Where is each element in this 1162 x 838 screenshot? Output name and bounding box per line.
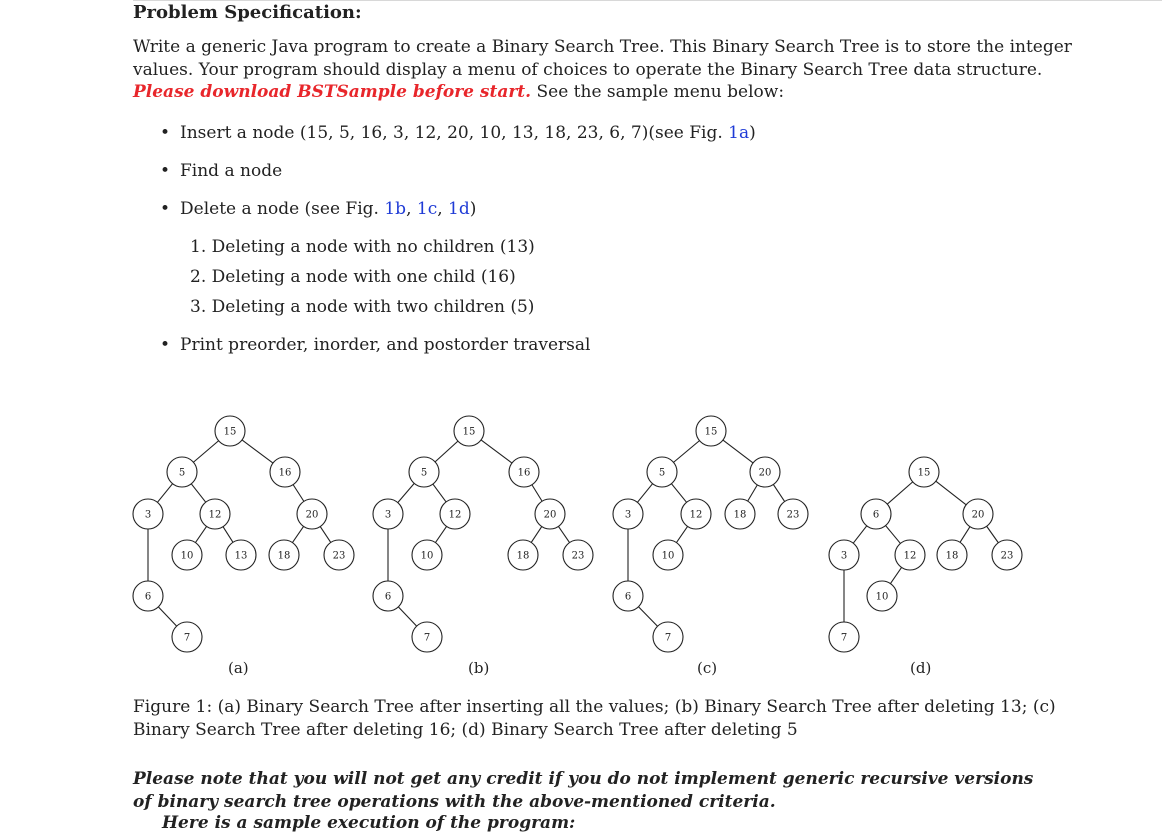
tree-c-node-label-15: 15 (704, 426, 718, 438)
tree-a-node-label-20: 20 (305, 509, 319, 521)
tree-d-node-label-18: 18 (945, 550, 959, 562)
tree-d-node-label-15: 15 (917, 467, 931, 479)
tree-b-edge-15-5 (435, 441, 458, 462)
tree-b (373, 416, 593, 652)
tree-c-node-label-3: 3 (624, 509, 632, 521)
tree-c-edge-5-3 (637, 484, 652, 503)
bullet-insert-end: ) (749, 123, 756, 143)
tree-c-node-label-5: 5 (658, 467, 666, 479)
tree-d-edge-20-18 (960, 527, 970, 543)
tree-b-label: (b) (468, 659, 490, 677)
bullet-dot-icon: • (160, 123, 171, 143)
caption-line-2: Binary Search Tree after deleting 16; (d) Binary Search Tree after deleting 5 (133, 719, 798, 740)
tree-b-edge-16-20 (532, 485, 542, 501)
tree-a-edge-16-20 (293, 485, 304, 502)
tree-a-edge-5-3 (157, 484, 172, 503)
tree-b-node-label-5: 5 (420, 467, 428, 479)
tree-a-edge-5-12 (191, 484, 205, 502)
tree-c-edge-15-5 (674, 441, 700, 463)
bullet-find-text: Find a node (180, 161, 283, 181)
tree-b-node-label-18: 18 (516, 550, 530, 562)
note-line-3: Here is a sample execution of the program: (162, 813, 576, 833)
download-link[interactable]: Please download BSTSample before start. (133, 82, 532, 102)
tree-b-edge-20-18 (531, 527, 542, 543)
tree-c-edge-12-10 (676, 526, 687, 542)
tree-b-node-label-12: 12 (448, 509, 462, 521)
fig-ref-1d[interactable]: 1d (448, 199, 470, 219)
tree-c-node-label-6: 6 (624, 591, 632, 603)
tree-a-node-label-15: 15 (223, 426, 237, 438)
tree-d-edge-12-10 (890, 567, 901, 583)
tree-c-edge-20-23 (773, 484, 784, 501)
tree-b-node-label-16: 16 (517, 467, 531, 479)
tree-a-node-label-10: 10 (180, 550, 194, 562)
tree-b-node-label-23: 23 (571, 550, 585, 562)
tree-c-node-label-23: 23 (786, 509, 800, 521)
tree-c-edge-20-18 (748, 485, 758, 501)
note-line-2: of binary search tree operations with the above-mentioned criteria. (133, 791, 776, 812)
bullet-delete-end: ) (469, 199, 477, 219)
tree-b-node-label-6: 6 (384, 591, 392, 603)
tree-b-node-label-3: 3 (384, 509, 392, 521)
tree-b-node-label-15: 15 (462, 426, 476, 438)
tree-c-node-label-12: 12 (689, 509, 703, 521)
tree-a-node-label-23: 23 (332, 550, 346, 562)
tree-a-node-label-6: 6 (144, 591, 152, 603)
tree-a-edge-20-23 (320, 527, 331, 543)
tree-b-edge-5-12 (433, 484, 446, 502)
tree-d-node-label-6: 6 (872, 509, 880, 521)
intro-line-2: values. Your program should display a menu of choices to operate the Binary Search Tree data structure. (133, 59, 1043, 80)
tree-d-node-label-23: 23 (1000, 550, 1014, 562)
bullet-delete-text: Delete a node (see Fig. (180, 199, 385, 219)
tree-d-node-label-3: 3 (840, 550, 848, 562)
tree-c-edge-15-20 (723, 440, 753, 463)
tree-a-edge-15-16 (242, 440, 273, 463)
tree-d-node-label-20: 20 (971, 509, 985, 521)
tree-d-edge-15-20 (936, 481, 966, 505)
tree-a-edge-15-5 (193, 441, 218, 463)
tree-a-edge-20-18 (292, 526, 303, 542)
bullet-delete: • Delete a node (see Fig. 1b, 1c, 1d) (160, 199, 477, 219)
delete-step-2: 2. Deleting a node with one child (16) (190, 267, 516, 287)
fig-ref-1c[interactable]: 1c (416, 199, 438, 219)
bullet-dot-icon: • (160, 199, 171, 219)
bullet-insert-text: Insert a node (15, 5, 16, 3, 12, 20, 10, 13, 18, 23, 6, 7)(see Fig. (180, 123, 729, 143)
tree-c-label: (c) (697, 659, 718, 677)
tree-a-node-label-7: 7 (183, 632, 191, 644)
tree-d (829, 457, 1022, 652)
caption-line-1: Figure 1: (a) Binary Search Tree after inserting all the values; (b) Binary Search Tree after deleting 13; (c) (133, 697, 1056, 717)
tree-a-node-label-5: 5 (178, 467, 186, 479)
tree-a-edge-12-10 (195, 526, 206, 542)
tree-b-edge-20-23 (558, 526, 569, 542)
fig-ref-1a[interactable]: 1a (728, 123, 750, 143)
tree-d-node-label-10: 10 (875, 591, 889, 603)
credit-note (133, 768, 1033, 813)
bullet-dot-icon: • (160, 335, 171, 355)
tree-a (133, 416, 354, 652)
tree-c (613, 416, 808, 652)
tree-a-node-label-12: 12 (208, 509, 222, 521)
tree-a-edge-6-7 (158, 607, 176, 626)
delete-step-3: 3. Deleting a node with two children (5) (190, 297, 535, 317)
tree-b-edge-6-7 (398, 607, 416, 626)
tree-b-edge-12-10 (435, 526, 446, 542)
tree-d-edge-6-3 (853, 526, 867, 543)
tree-a-label: (a) (228, 659, 249, 677)
section-heading: Problem Specification: (133, 2, 362, 23)
note-line-1: Please note that you will not get any credit if you do not implement generic recursive versions (133, 769, 1034, 789)
tree-c-edge-5-12 (671, 484, 686, 503)
tree-b-node-label-20: 20 (543, 509, 557, 521)
tree-d-edge-6-12 (886, 526, 901, 544)
fig-ref-1b[interactable]: 1b (384, 199, 407, 219)
tree-a-node-label-16: 16 (278, 467, 292, 479)
tree-b-edge-5-3 (398, 483, 414, 502)
tree-c-node-label-7: 7 (664, 632, 672, 644)
tree-a-node-label-3: 3 (144, 509, 152, 521)
delete-step-1: 1. Deleting a node with no children (13) (190, 237, 535, 257)
tree-b-node-label-10: 10 (420, 550, 434, 562)
tree-c-node-label-18: 18 (733, 509, 747, 521)
intro-tail: See the sample menu below: (531, 82, 785, 102)
tree-d-edge-20-23 (987, 526, 999, 543)
tree-d-node-label-12: 12 (903, 550, 917, 562)
bullet-print-text: Print preorder, inorder, and postorder traversal (180, 335, 591, 355)
tree-a-node-label-18: 18 (277, 550, 291, 562)
tree-a-node-label-13: 13 (234, 550, 248, 562)
tree-c-edge-6-7 (638, 607, 657, 627)
tree-d-edge-15-6 (887, 482, 912, 504)
bullet-dot-icon: • (160, 161, 171, 181)
tree-b-edge-15-16 (481, 440, 512, 463)
tree-d-label: (d) (910, 659, 932, 677)
tree-c-node-label-20: 20 (758, 467, 772, 479)
figure-caption (133, 696, 1056, 741)
tree-a-edge-12-13 (223, 527, 233, 543)
tree-d-node-label-7: 7 (840, 632, 848, 644)
intro-line-1: Write a generic Java program to create a Binary Search Tree. This Binary Search Tree is to store the integer (133, 37, 1072, 57)
tree-c-node-label-10: 10 (661, 550, 675, 562)
tree-b-node-label-7: 7 (423, 632, 431, 644)
